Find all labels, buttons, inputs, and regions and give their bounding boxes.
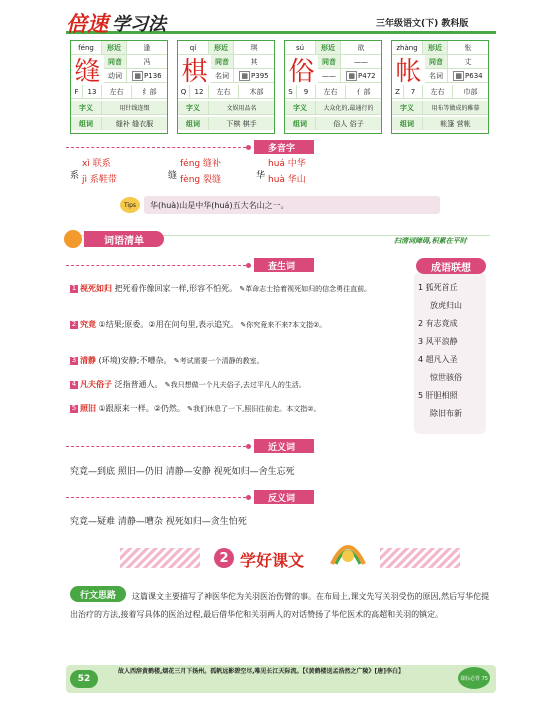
synonym-list: 究竟—到底 照旧—仍旧 清静—安静 视死如归—舍生忘死 (70, 467, 295, 477)
banner-stripe-right (380, 548, 460, 568)
meaning-label: 字义 (392, 101, 423, 114)
idiom-title: 成语联想 (416, 258, 486, 274)
initial: S (285, 85, 297, 98)
meaning-label: 字义 (71, 101, 102, 114)
poly-read-3b: huà 华山 (268, 175, 306, 185)
idiom-item: 5 肝胆相照 (418, 391, 458, 400)
vocab-example: ✎革命志士拾着视死如归的信念勇往直前。 (237, 285, 372, 293)
group-label: 组词 (71, 117, 102, 130)
idea-text: 这篇课文主要描写了神医华佗为关羽医治伤臂的事。在布局上,课文先写关羽受伤的原因,然后写华佗提出治疗的方法,接着写具体的医治过程,最后借华佗和关羽两人的对话赞扬了华佗医术的高超和关羽的镇定。 (70, 592, 490, 619)
lesson-number: 2 (214, 548, 234, 568)
vocab-title: 词语清单 (84, 231, 164, 247)
radical: 木部 (249, 87, 264, 96)
same-char: 其 (250, 57, 258, 66)
radical: 巾部 (463, 87, 478, 96)
item-index: 2 (71, 320, 77, 328)
tips-icon: Tips (120, 197, 140, 213)
idiom-item: 除旧布新 (430, 409, 462, 418)
same-label: 同音 (425, 55, 448, 68)
vocab-definition: (环境)安静;不嘈杂。 (98, 356, 172, 365)
meaning: 用针线连缀 (119, 105, 150, 112)
vocab-item (70, 352, 406, 370)
synonym-title: 近义词 (254, 439, 314, 453)
dict-ref: ▦ P395 (241, 71, 269, 80)
radical: 纟部 (142, 87, 157, 96)
word-group: 下棋 棋手 (226, 119, 257, 128)
group-label: 组词 (392, 117, 423, 130)
idiom-item: 放虎归山 (430, 301, 462, 310)
part-of-speech: 名词 (211, 69, 234, 82)
vocab-word: 凡夫俗子 (80, 380, 112, 389)
vocab-definition: ①跟原来一样。②仍然。 (98, 404, 185, 413)
structure: 左右 (209, 85, 239, 98)
logo-subtitle: 学习法 (112, 14, 166, 35)
pinyin: sú (285, 41, 316, 54)
poly-char-1: 系 (70, 171, 80, 181)
tip-text: 华(huà)山是中华(huá)五大名山之一。 (144, 196, 440, 214)
banner-stripe-left (120, 548, 200, 568)
meaning: 文娱用品名 (226, 105, 257, 112)
vocab-item (70, 280, 406, 298)
main-character: 帐 (395, 57, 422, 87)
poly-read-3a: huá 中华 (268, 159, 306, 169)
poly-read-1a: xì 联系 (82, 159, 111, 169)
idiom-item: 4 超凡入圣 (418, 355, 458, 364)
meaning: 大众化的,最通行的 (323, 105, 374, 112)
vocab-example: ✎我只想做一个凡夫俗子,去过平凡人的生活。 (162, 381, 306, 389)
pinyin: zhàng (392, 41, 423, 54)
meaning-label: 字义 (178, 101, 209, 114)
near-char: 琪 (250, 43, 258, 52)
pinyin: qí (178, 41, 209, 54)
item-index: 5 (71, 404, 77, 412)
word-group: 俗人 俗子 (333, 119, 364, 128)
part-of-speech: —— (318, 69, 341, 82)
divider (66, 147, 246, 148)
near-label: 形近 (102, 41, 127, 54)
initial: Q (178, 85, 190, 98)
stroke-count: 13 (83, 85, 102, 98)
structure: 左右 (423, 85, 453, 98)
main-character: 棋 (181, 57, 208, 87)
same-label: 同音 (104, 55, 127, 68)
vocab-word: 清静 (80, 356, 96, 365)
initial: Z (392, 85, 404, 98)
same-char: 丈 (464, 57, 472, 66)
divider (66, 265, 246, 266)
mascot-icon (328, 534, 368, 568)
antonym-list: 究竟—疑难 清静—嘈杂 视死如归—贪生怕死 (70, 517, 247, 527)
idiom-item: 2 有志竟成 (418, 319, 458, 328)
near-char: 欲 (357, 43, 365, 52)
page-number: 52 (70, 670, 98, 688)
item-index: 1 (71, 284, 77, 292)
same-label: 同音 (211, 55, 234, 68)
idiom-item: 惊世骇俗 (430, 373, 462, 382)
pinyin: féng (71, 41, 102, 54)
radical: 亻部 (356, 87, 371, 96)
word-group: 帐篷 营帐 (440, 119, 471, 128)
initial: F (71, 85, 83, 98)
near-char: 怅 (464, 43, 472, 52)
vocab-definition: 把死看作像回家一样,形容不怕死。 (114, 284, 238, 293)
dict-ref: ▦ P136 (134, 71, 162, 80)
lookup-title: 查生词 (254, 258, 314, 272)
vocab-example: ✎考试需要一个清静的教室。 (171, 357, 264, 365)
vocab-example: ✎你究竟来不来?本文指②。 (238, 321, 327, 329)
vocab-word: 照旧 (80, 404, 96, 413)
char-card (284, 40, 382, 134)
vocab-definition: ①结果;原委。②用在问句里,表示追究。 (98, 320, 239, 329)
stroke-count: 9 (297, 85, 316, 98)
item-index: 4 (71, 380, 77, 388)
vocab-slogan: 扫清词障碍,积累在平时 (394, 237, 467, 245)
stroke-count: 12 (190, 85, 209, 98)
divider-dot (246, 495, 251, 500)
same-char: 冯 (143, 57, 151, 66)
part-of-speech: 名词 (425, 69, 448, 82)
item-index: 3 (71, 356, 77, 364)
vocab-item (70, 376, 406, 394)
vocab-word: 视死如归 (80, 284, 112, 293)
vocab-item (70, 400, 406, 418)
group-label: 组词 (178, 117, 209, 130)
polyphone-title: 多音字 (254, 140, 314, 154)
divider-dot (246, 263, 251, 268)
divider (66, 497, 246, 498)
idea-label: 行文思路 (70, 586, 126, 602)
antonym-title: 反义词 (254, 490, 314, 504)
group-label: 组词 (285, 117, 316, 130)
idiom-item: 3 风平浪静 (418, 337, 458, 346)
main-character: 缝 (74, 57, 101, 87)
poly-read-2a: féng 缝补 (180, 159, 221, 169)
divider-dot (246, 145, 251, 150)
stroke-count: 7 (404, 85, 423, 98)
char-card (70, 40, 168, 134)
near-label: 形近 (423, 41, 448, 54)
divider (66, 446, 246, 447)
poly-read-2b: fèng 裂缝 (180, 175, 221, 185)
lesson-title: 学好课文 (240, 551, 305, 570)
meaning: 用布等做成的帷幕 (431, 105, 480, 112)
near-char: 逢 (143, 43, 151, 52)
badge-icon: 课标必背 75 (458, 667, 490, 689)
structure: 左右 (102, 85, 132, 98)
grade-label: 三年级语文(下) 教科版 (376, 19, 469, 29)
vocab-example: ✎我们休息了一下,照旧往前走。本文指②。 (184, 405, 321, 413)
poly-char-2: 缝 (168, 171, 178, 181)
vocab-word: 究竟 (80, 320, 96, 329)
vocab-item (70, 316, 406, 334)
main-character: 俗 (288, 57, 315, 87)
part-of-speech: 动词 (104, 69, 127, 82)
dict-ref: ▦ P634 (455, 71, 483, 80)
poly-read-1b: jì 系鞋带 (82, 175, 117, 185)
dict-ref: ▦ P472 (348, 71, 376, 80)
footer-poem: 故人西辞黄鹤楼,烟花三月下扬州。孤帆远影碧空尽,唯见长江天际流。【《黄鹤楼送孟浩然之广陵》[唐]李白】 (118, 668, 405, 675)
idiom-item: 1 狐死首丘 (418, 283, 458, 292)
meaning-label: 字义 (285, 101, 316, 114)
structure: 左右 (316, 85, 346, 98)
char-card (177, 40, 275, 134)
logo: 倍速 (66, 12, 108, 36)
same-char: —— (354, 57, 368, 66)
divider-dot (246, 444, 251, 449)
vocab-definition: 泛指普通人。 (114, 380, 163, 389)
same-label: 同音 (318, 55, 341, 68)
word-group: 缝补 缝衣服 (115, 119, 154, 128)
near-label: 形近 (316, 41, 341, 54)
poly-char-3: 华 (256, 171, 266, 181)
vocab-icon (64, 230, 82, 248)
char-card (391, 40, 489, 134)
near-label: 形近 (209, 41, 234, 54)
